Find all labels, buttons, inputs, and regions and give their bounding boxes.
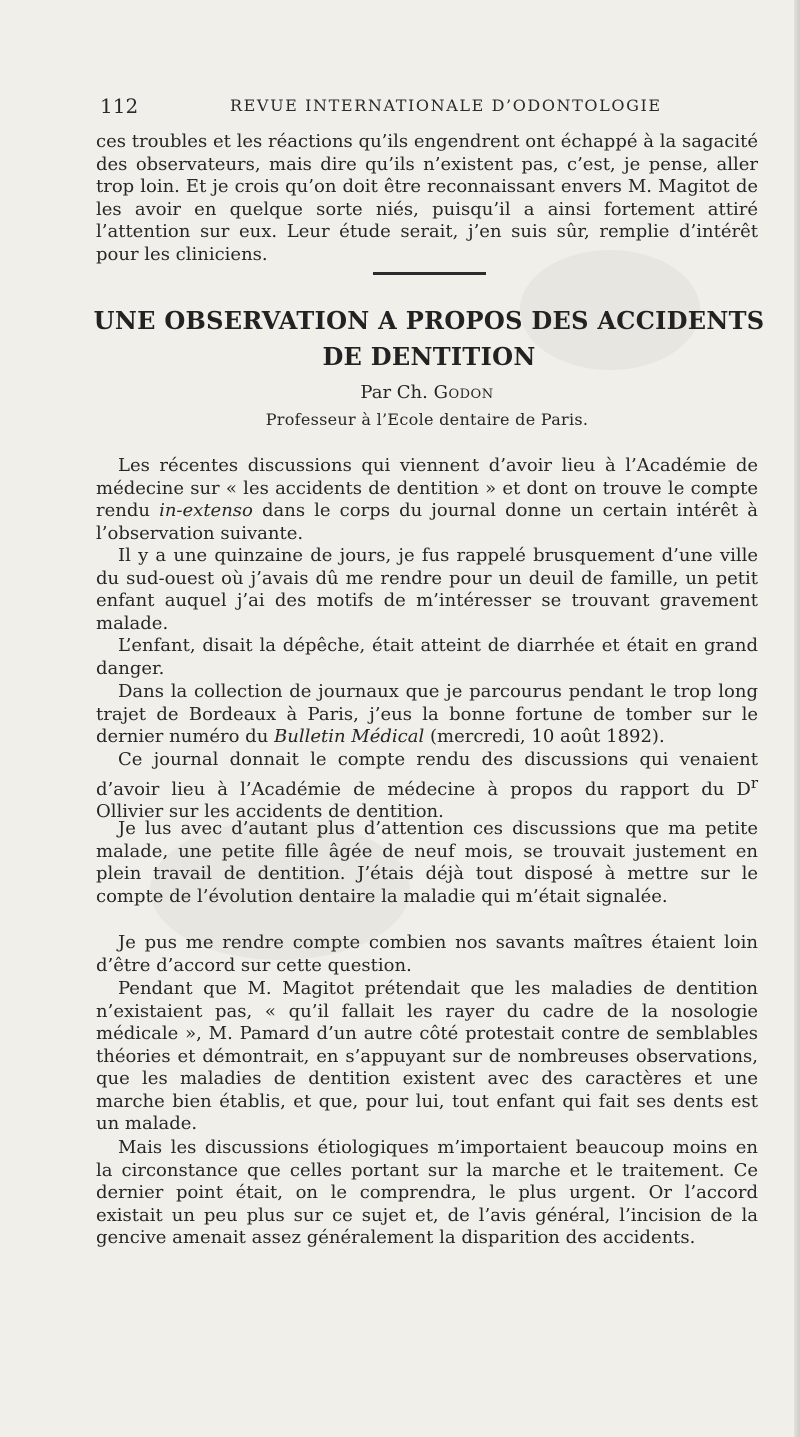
paragraph-1-italic: in-extenso [159,500,253,521]
running-header [100,94,760,120]
paragraph-2: Il y a une quinzaine de jours, je fus rappelé brusquement d’une ville du sud-ouest où j’avais dû me rendre pour un deuil de famille, un petit enfant auquel j’ai des motifs de m’intéresser se trouvant gravement malade. [96,545,758,634]
article-title: UNE OBSERVATION A PROPOS DES ACCIDENTS DE DENTITION [93,306,765,371]
paragraph-9: Mais les discussions étiologiques m’importaient beaucoup moins en la circonstance que celles portant sur la marche et le traitement. Ce dernier point était, on le comprendra, le plus urgent. Or l’accord existait un peu plus sur ce sujet et, de l’avis général, l’incision de la gencive amenait assez généralement la disparition des accidents. [96,1137,758,1248]
paragraph-5-superscript: r [750,773,758,792]
section-divider [373,272,486,275]
paragraph-5 [96,749,758,824]
author-name: Godon [433,382,494,403]
paragraph-4-text-b: (mercredi, 10 août 1892). [424,726,665,747]
paragraph-1-text-a: Les récentes discussions qui viennent d’avoir lieu à l’Académie de médecine sur « les accidents de dentition » et dont on trouve le compte rendu [96,455,758,521]
running-title: REVUE INTERNATIONALE D’ODONTOLOGIE [230,96,662,115]
paragraph-3: L’enfant, disait la dépêche, était atteint de diarrhée et était en grand danger. [96,635,758,679]
byline-prefix: Par Ch. [360,382,428,403]
page-number: 112 [100,94,139,118]
author-affiliation: Professeur à l’Ecole dentaire de Paris. [265,410,589,429]
page-edge [794,0,800,1437]
paragraph-4-italic: Bulletin Médical [274,726,425,747]
paragraph-8: Pendant que M. Magitot prétendait que les maladies de dentition n’existaient pas, « qu’il fallait les rayer du cadre de la nosologie médicale », M. Pamard d’un autre côté protestait contre de semblables théories et démontrait, en s’appuyant sur de nombreuses observations, que les maladies de dentition existent avec des caractères et une marche bien établis, et que, pour lui, tout enfant qui fait ses dents est un malade. [96,978,758,1134]
paragraph-1 [96,455,758,545]
paragraph-7: Je pus me rendre compte combien nos savants maîtres étaient loin d’être d’accord sur cette question. [96,932,758,976]
byline [96,381,758,405]
intro-paragraph: ces troubles et les réactions qu’ils engendrent ont échappé à la sagacité des observateurs, mais dire qu’ils n’existent pas, c’est, je pense, aller trop loin. Et je crois qu’on doit être reconnaissant envers M. Magitot de les avoir en quelque sorte niés, puisqu’il a ainsi fortement attiré l’attention sur eux. Leur étude serait, j’en suis sûr, remplie d’intérêt pour les cliniciens. [96,131,758,265]
paragraph-1-text-b: dans le corps du journal donne un certain intérêt à l’observation suivante. [96,500,759,544]
paragraph-5-text-b: Ollivier sur les accidents de dentition. [96,801,444,822]
paragraph-4 [96,681,758,749]
paragraph-5-text-a: Ce journal donnait le compte rendu des discussions qui venaient d’avoir lieu à l’Académie de médecine à propos du rapport du D [96,749,758,800]
paragraph-6: Je lus avec d’autant plus d’attention ces discussions que ma petite malade, une petite fille âgée de neuf mois, se trouvait justement en plein travail de dentition. J’étais déjà tout disposé à mettre sur le compte de l’évolution dentaire la maladie qui m’était signalée. [96,818,758,907]
paragraph-4-text-a: Dans la collection de journaux que je parcourus pendant le trop long trajet de Bordeaux à Paris, j’eus la bonne fortune de tomber sur le dernier numéro du [96,681,758,747]
